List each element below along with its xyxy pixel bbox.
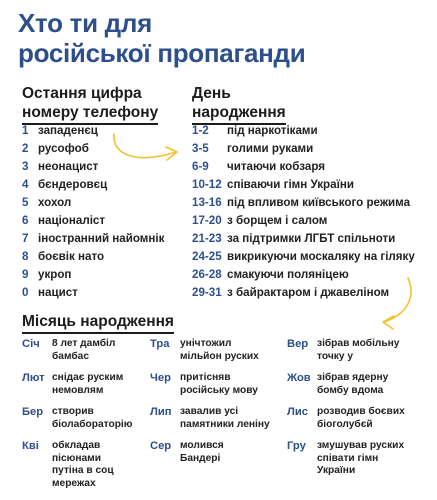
list-number: 29-31: [192, 286, 222, 299]
arrow-stroke: [384, 278, 411, 322]
month-cell: [150, 440, 287, 496]
birthday-heading-line-1: День: [192, 85, 231, 102]
list-item: [22, 284, 164, 302]
month-text: молився Бандері: [180, 440, 224, 464]
month-cell: [150, 372, 287, 406]
month-abbr: Чер: [150, 372, 171, 384]
month-text: 8 лет дамбіл бамбас: [52, 338, 116, 362]
list-item: [192, 140, 415, 158]
month-cell: [22, 440, 150, 496]
month-abbr: Гру: [287, 440, 306, 452]
arrow-stroke: [114, 134, 176, 158]
month-row: [22, 440, 427, 496]
month-cell: [287, 406, 427, 440]
month-text: зібрав ядерну бомбу вдома: [317, 372, 389, 396]
list-number: 3-5: [192, 142, 209, 155]
month-abbr: Січ: [22, 338, 40, 350]
list-number: 1-2: [192, 124, 209, 137]
curved-arrow-icon: [108, 130, 188, 170]
month-heading: Місяць народження: [22, 312, 174, 334]
list-text: неонацист: [38, 160, 99, 173]
month-abbr: Тра: [150, 338, 170, 350]
list-number: 17-20: [192, 214, 222, 227]
list-item: [192, 122, 415, 140]
list-text: укроп: [38, 268, 72, 281]
list-number: 13-16: [192, 196, 222, 209]
list-number: 10-12: [192, 178, 222, 191]
phone-heading-line-2: номеру телефону: [22, 103, 158, 125]
list-item: [22, 266, 164, 284]
list-text: під наркотіками: [227, 124, 318, 137]
month-cell: [22, 338, 150, 372]
month-abbr: Лис: [287, 406, 308, 418]
month-cell: [150, 406, 287, 440]
title-line-1: Хто ти для: [18, 8, 152, 38]
list-item: [192, 230, 415, 248]
list-number: 6-9: [192, 160, 209, 173]
list-number: 3: [22, 160, 29, 173]
list-text: з байрактаром і джавеліном: [227, 286, 390, 299]
month-abbr: Бер: [22, 406, 44, 418]
month-cell: [287, 372, 427, 406]
list-text: русофоб: [38, 142, 89, 155]
list-text: голими руками: [227, 142, 314, 155]
list-number: 26-28: [192, 268, 222, 281]
list-item: [22, 212, 164, 230]
list-item: [22, 176, 164, 194]
list-number: 6: [22, 214, 29, 227]
month-cell: [150, 338, 287, 372]
month-row: [22, 406, 427, 440]
month-text: розводив боєвих біоголубєй: [317, 406, 405, 430]
month-cell: [22, 372, 150, 406]
month-abbr: Сер: [150, 440, 172, 452]
month-text: притісняв російську мову: [180, 372, 258, 396]
list-number: 7: [22, 232, 29, 245]
birthday-heading: [192, 84, 286, 125]
month-text: снідає руским немовлям: [52, 372, 124, 396]
list-text: бєндеровєц: [38, 178, 108, 191]
month-abbr: Лип: [150, 406, 172, 418]
title-line-2: російської пропаганди: [18, 38, 306, 68]
phone-heading: [22, 84, 158, 125]
list-number: 4: [22, 178, 29, 191]
list-number: 1: [22, 124, 29, 137]
list-number: 2: [22, 142, 29, 155]
list-text: за підтримки ЛГБТ спільноти: [227, 232, 396, 245]
list-text: з борщем і салом: [227, 214, 328, 227]
list-text: западенєц: [38, 124, 98, 137]
month-abbr: Вер: [287, 338, 309, 350]
list-item: [22, 248, 164, 266]
list-text: читаючи кобзаря: [227, 160, 326, 173]
month-row: [22, 338, 427, 372]
list-number: 24-25: [192, 250, 222, 263]
page-title: [18, 8, 305, 68]
list-item: [192, 212, 415, 230]
month-text: створив біолабораторію: [52, 406, 133, 430]
list-item: [22, 194, 164, 212]
month-text: обкладав пісюнами путіна в соц мережах: [52, 440, 114, 489]
month-text: зібрав мобільну точку у: [317, 338, 400, 362]
birthday-list: [192, 122, 415, 302]
month-abbr: Лют: [22, 372, 45, 384]
list-text: співаючи гімн України: [227, 178, 354, 191]
month-cell: [287, 338, 427, 372]
month-abbr: Жов: [287, 372, 311, 384]
list-text: націоналіст: [38, 214, 106, 227]
month-abbr: Кві: [22, 440, 39, 452]
list-text: нацист: [38, 286, 78, 299]
list-text: іностранний найомнік: [38, 232, 165, 245]
list-text: боєвік нато: [38, 250, 105, 263]
list-item: [192, 158, 415, 176]
month-text: завалив усі памятники леніну: [180, 406, 270, 430]
phone-heading-line-1: Остання цифра: [22, 85, 142, 102]
curved-arrow-icon: [372, 276, 422, 336]
month-grid: [22, 338, 427, 496]
list-number: 21-23: [192, 232, 222, 245]
list-number: 9: [22, 268, 29, 281]
list-item: [192, 248, 415, 266]
list-text: викрикуючи москаляку на гіляку: [227, 250, 415, 263]
month-row: [22, 372, 427, 406]
list-item: [192, 194, 415, 212]
list-text: смакуючи поляніцею: [227, 268, 349, 281]
month-cell: [287, 440, 427, 496]
list-number: 0: [22, 286, 29, 299]
list-text: під впливом київського режима: [227, 196, 411, 209]
list-text: хохол: [38, 196, 72, 209]
month-cell: [22, 406, 150, 440]
month-text: унічтожил мільйон руских: [180, 338, 259, 362]
list-item: [22, 230, 164, 248]
birthday-heading-line-2: народження: [192, 103, 286, 125]
list-item: [192, 176, 415, 194]
list-number: 5: [22, 196, 29, 209]
month-text: змушував руских співати гімн України: [317, 440, 405, 476]
list-number: 8: [22, 250, 29, 263]
